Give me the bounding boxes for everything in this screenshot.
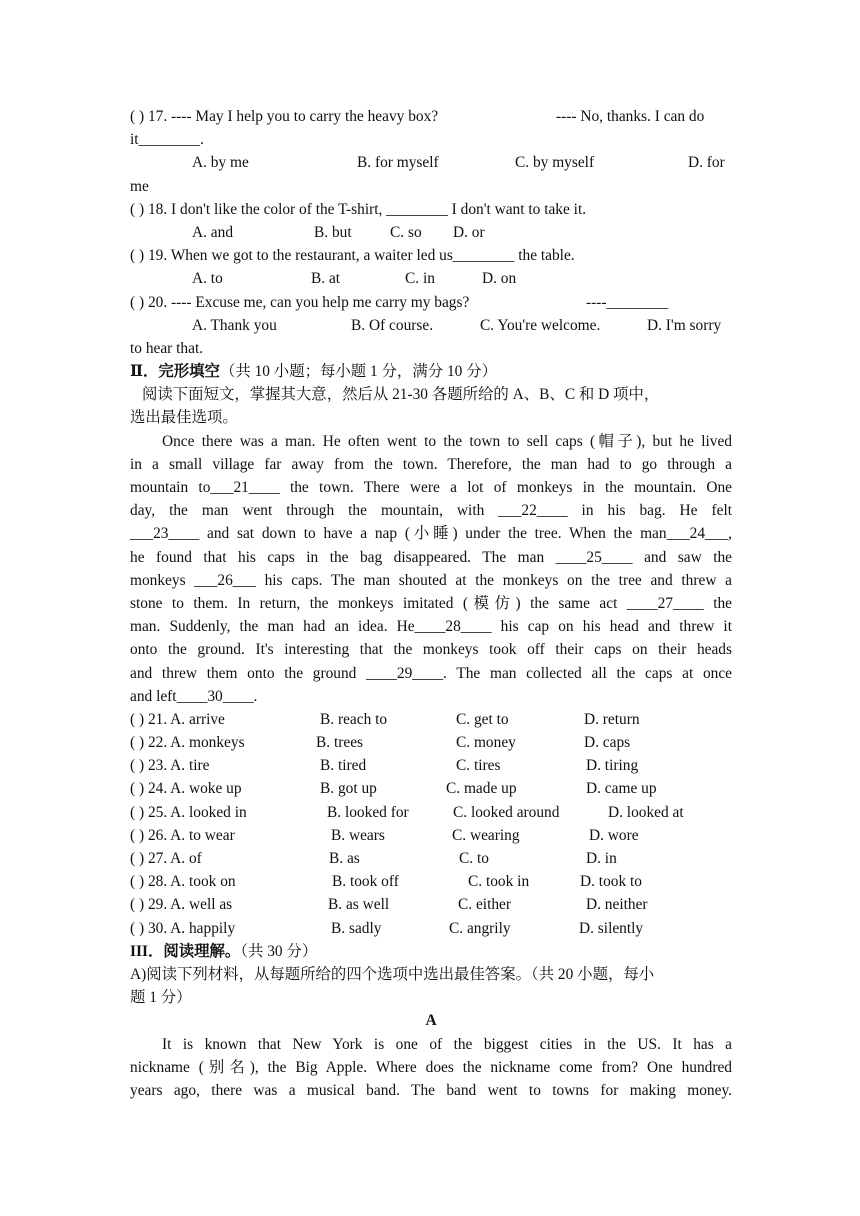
cloze-question-23 [130, 754, 732, 777]
option-d: D. return [584, 710, 640, 728]
question-19-stem: ( ) 19. When we got to the restaurant, a waiter led us________ the table. [130, 247, 575, 265]
option-d-continuation: me [130, 177, 149, 195]
option-b: B. Of course. [351, 316, 434, 334]
cloze-question-26 [130, 824, 732, 847]
option-d: D. wore [589, 826, 639, 844]
passage-line: stone to them. In return, the monkeys imitated (模仿) the same act ____27____ the [130, 594, 732, 612]
question-20-stem: ( ) 20. ---- Excuse me, can you help me carry my bags? [130, 293, 470, 311]
section-3-note: （共 30 分） [240, 942, 318, 960]
section-2-heading [130, 360, 732, 383]
option-b: B. sadly [331, 919, 382, 937]
passage-line: It is known that New York is one of the biggest cities in the US. It has a [162, 1035, 732, 1053]
option-c: C. You're welcome. [480, 316, 601, 334]
option-b: B. tired [320, 757, 367, 775]
passage-a-title: A [425, 1012, 437, 1030]
passage-line: onto the ground. It's interesting that the monkeys took off their caps on their heads [130, 641, 732, 659]
question-stem: ( ) 23. A. tire [130, 757, 210, 775]
section-2-note: （共 10 小题；每小题 1 分，满分 10 分） [219, 363, 497, 381]
option-c: C. in [405, 270, 435, 288]
passage-line: monkeys ___26___ his caps. The man shouted at the monkeys on the tree and threw a [130, 571, 732, 589]
option-b: B. got up [320, 780, 377, 798]
question-stem: ( ) 25. A. looked in [130, 803, 247, 821]
section-3-heading [130, 940, 732, 963]
cloze-question-24 [130, 777, 732, 800]
option-a: A. Thank you [192, 316, 277, 334]
option-d: D. neither [586, 896, 648, 914]
passage-line: Once there was a man. He often went to the town to sell caps (帽子), but he lived [162, 432, 732, 450]
section-3-instruction-cont: 题 1 分） [130, 989, 192, 1007]
option-d: D. in [586, 850, 617, 867]
cloze-question-25 [130, 801, 732, 824]
section-2-instruction-cont: 选出最佳选项。 [130, 409, 238, 427]
option-d: D. silently [579, 919, 644, 937]
option-b: B. as well [328, 896, 390, 914]
reading-passage-a [130, 1033, 732, 1103]
option-c: C. to [459, 850, 489, 867]
option-c: C. angrily [449, 919, 511, 937]
option-d: D. I'm sorry [647, 316, 722, 334]
question-17-stem: ( ) 17. ---- May I help you to carry the heavy box? [130, 108, 439, 125]
question-20-reply: ----________ [586, 293, 669, 311]
cloze-question-22 [130, 731, 732, 754]
option-c: C. wearing [452, 826, 520, 844]
section-2-title: Ⅱ．完形填空 [130, 363, 220, 381]
option-a: A. by me [192, 154, 249, 172]
passage-line: man. Suddenly, the man had an idea. He____28____ his cap on his head and threw it [130, 618, 732, 636]
cloze-question-29 [130, 893, 732, 916]
question-17-stem-row [130, 105, 732, 128]
question-stem: ( ) 26. A. to wear [130, 826, 235, 844]
option-d: D. looked at [608, 803, 684, 821]
option-d: D. came up [586, 780, 657, 798]
question-20-stem-row [130, 291, 732, 314]
question-stem: ( ) 22. A. monkeys [130, 734, 245, 752]
option-b: B. as [329, 850, 360, 867]
option-b: B. for myself [357, 154, 439, 172]
option-b: B. wears [331, 826, 385, 844]
option-b: B. looked for [327, 803, 409, 821]
option-d: D. tiring [586, 757, 639, 775]
cloze-questions [130, 708, 732, 940]
passage-line: in a small village far away from the town. Therefore, the man had to go through a [130, 455, 732, 473]
option-b: B. reach to [320, 710, 388, 728]
question-20-options [130, 314, 732, 337]
cloze-passage [130, 430, 732, 708]
cloze-question-21 [130, 708, 732, 731]
option-a: A. and [192, 223, 234, 241]
option-c: C. looked around [453, 803, 560, 821]
passage-line: and threw them onto the ground ____29____. The man collected all the caps at once [130, 664, 732, 682]
question-stem: ( ) 21. A. arrive [130, 710, 225, 728]
option-d: D. caps [584, 734, 631, 752]
option-d: D. took to [580, 873, 642, 891]
passage-line-last: and left____30____. [130, 687, 258, 705]
option-c: C. so [390, 223, 422, 241]
option-d-continuation: to hear that. [130, 339, 204, 357]
question-17-reply: ---- No, thanks. I can do [556, 108, 705, 125]
option-b: B. but [314, 223, 352, 241]
option-c: C. get to [456, 710, 509, 728]
exam-page [130, 105, 732, 1102]
question-stem: ( ) 30. A. happily [130, 919, 236, 937]
cloze-question-28 [130, 870, 732, 893]
option-d: D. for [688, 154, 725, 172]
question-stem: ( ) 28. A. took on [130, 873, 236, 891]
passage-line: he found that his caps in the bag disappeared. The man ____25____ and saw the [130, 548, 732, 566]
question-18-stem: ( ) 18. I don't like the color of the T-shirt, ________ I don't want to take it. [130, 200, 587, 218]
cloze-question-30 [130, 917, 732, 940]
cloze-question-27 [130, 847, 732, 870]
question-17-options [130, 151, 732, 174]
option-b: B. trees [316, 734, 364, 752]
option-a: A. to [192, 270, 223, 288]
option-b: B. took off [332, 873, 399, 891]
question-19-options [130, 267, 732, 290]
option-b: B. at [311, 270, 341, 288]
question-stem: ( ) 27. A. of [130, 850, 202, 867]
option-d: D. or [453, 223, 485, 241]
option-d: D. on [482, 270, 517, 288]
section-3-title: III．阅读理解。 [130, 942, 241, 960]
question-stem: ( ) 24. A. woke up [130, 780, 242, 798]
passage-line: day, the man went through the mountain, with ___22____ in his bag. He felt [130, 502, 732, 520]
option-c: C. either [458, 896, 511, 914]
section-2-instruction: 阅读下面短文，掌握其大意，然后从 21-30 各题所给的 A、B、C 和 D 项中， [142, 386, 660, 404]
option-c: C. took in [468, 873, 530, 891]
passage-line: mountain to___21____ the town. There were a lot of monkeys in the mountain. One [130, 479, 732, 496]
passage-line: ___23____ and sat down to have a nap (小睡) under the tree. When the man___24___, [130, 525, 732, 543]
question-stem: ( ) 29. A. well as [130, 896, 233, 914]
option-c: C. by myself [515, 154, 595, 172]
question-17-continuation: it________. [130, 131, 204, 149]
question-18-options [130, 221, 732, 244]
passage-line: nickname (别名), the Big Apple. Where does the nickname come from? One hundred [130, 1058, 732, 1076]
section-3-instruction: A)阅读下列材料，从每题所给的四个选项中选出最佳答案。（共 20 小题，每小 [130, 965, 655, 983]
option-c: C. money [456, 734, 516, 752]
passage-line: years ago, there was a musical band. The band went to towns for making money. [130, 1081, 732, 1099]
option-c: C. tires [456, 757, 501, 775]
option-c: C. made up [446, 780, 517, 798]
